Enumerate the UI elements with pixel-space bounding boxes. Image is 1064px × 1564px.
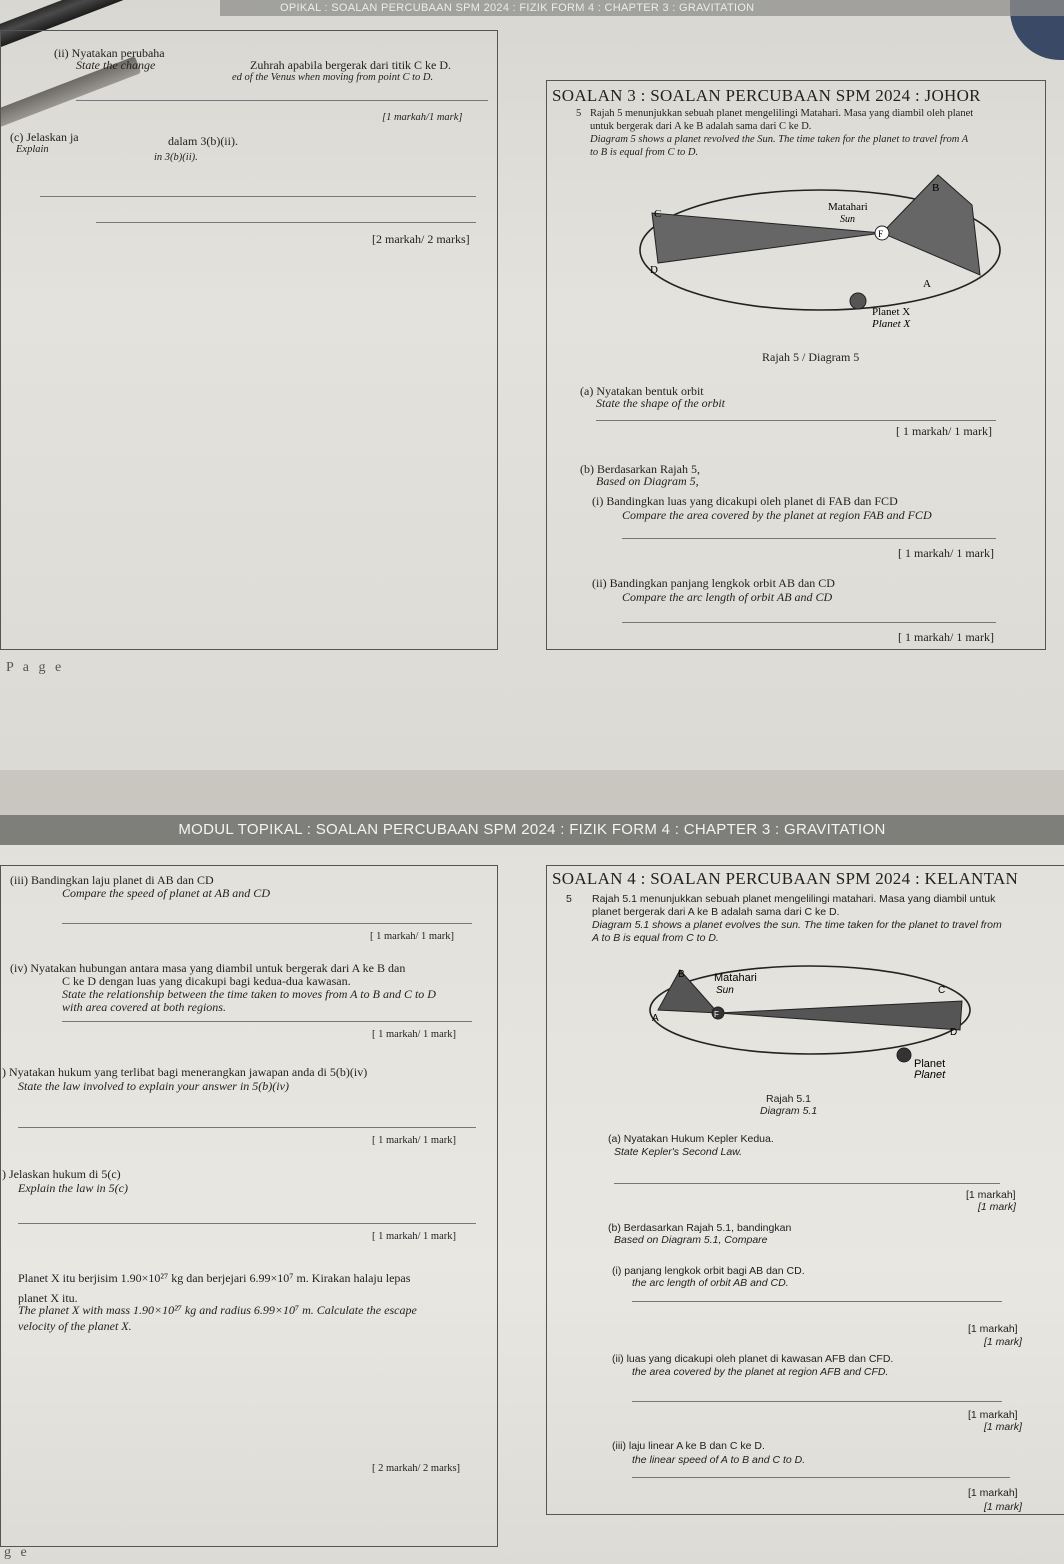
soalan4-qa-marks-english: [1 mark] (978, 1201, 1016, 1213)
soalan4-intro-english-1: Diagram 5.1 shows a planet evolves the sun. The time taken for the planet to travel from (592, 919, 1002, 931)
top-page (0, 0, 1064, 770)
planet-x-circle (850, 293, 866, 309)
label-c: C (938, 985, 946, 996)
q-c-marks: [2 markah/ 2 marks] (372, 232, 470, 246)
answer-line (76, 100, 488, 101)
orbit-diagram-5-1 (640, 955, 980, 1105)
soalan4-qbiii-marks-malay: [1 markah] (968, 1487, 1018, 1499)
label-f: F (878, 229, 884, 239)
label-a: A (923, 278, 931, 290)
soalan3-header: SOALAN 3 : SOALAN PERCUBAAN SPM 2024 : JOHOR (552, 86, 981, 105)
soalan3-caption: Rajah 5 / Diagram 5 (762, 350, 860, 364)
soalan3-qa-english: State the shape of the orbit (596, 396, 725, 410)
soalan3-qa-malay: (a) Nyatakan bentuk orbit (580, 384, 704, 398)
q-ii-english-end: ed of the Venus when moving from point C to D. (232, 72, 434, 83)
soalan3-qb-english: Based on Diagram 5, (596, 474, 699, 488)
label-sun-english: Sun (716, 985, 734, 996)
explain-malay: ) Jelaskan hukum di 5(c) (2, 1167, 121, 1181)
label-b: B (932, 182, 940, 194)
soalan4-q-number: 5 (566, 893, 572, 905)
iv-marks: [ 1 markah/ 1 mark] (372, 1029, 456, 1040)
region-fab-shaded (882, 175, 980, 275)
label-planet-malay: Planet (914, 1058, 946, 1070)
label-f: F (714, 1010, 719, 1019)
answer-line (632, 1301, 1002, 1302)
planet-circle (897, 1048, 911, 1062)
answer-line (62, 1021, 472, 1022)
escape-marks: [ 2 markah/ 2 marks] (372, 1463, 461, 1474)
answer-line (40, 196, 476, 197)
header-banner-middle: MODUL TOPIKAL : SOALAN PERCUBAAN SPM 2024 : FIZIK FORM 4 : CHAPTER 3 : GRAVITATION (0, 815, 1064, 845)
iv-english-1: State the relationship between the time taken to moves from A to B and C to D (62, 987, 436, 1001)
escape-malay-1: Planet X itu berjisim 1.90×10²⁷ kg dan berjejari 6.99×10⁷ m. Kirakan halaju lepas (18, 1271, 411, 1285)
iii-malay: (iii) Bandingkan laju planet di AB dan CD (10, 873, 214, 887)
explain-marks: [ 1 markah/ 1 mark] (372, 1231, 456, 1242)
soalan4-qbi-marks-english: [1 mark] (984, 1336, 1022, 1348)
escape-malay-2: planet X itu. (18, 1291, 78, 1305)
answer-line (596, 420, 996, 421)
soalan4-qb-malay: (b) Berdasarkan Rajah 5.1, bandingkan (608, 1222, 792, 1234)
q-ii-malay-end: Zuhrah apabila bergerak dari titik C ke D. (250, 58, 452, 72)
escape-english-1: The planet X with mass 1.90×10²⁷ kg and radius 6.99×10⁷ m. Calculate the escape (18, 1303, 417, 1317)
label-d: D (950, 1027, 958, 1038)
header-banner-top: OPIKAL : SOALAN PERCUBAAN SPM 2024 : FIZIK FORM 4 : CHAPTER 3 : GRAVITATION (220, 0, 1064, 16)
answer-line (632, 1477, 1010, 1478)
soalan3-intro-malay-2: untuk bergerak dari A ke B adalah sama dari C ke D. (590, 121, 812, 132)
soalan3-qbii-malay: (ii) Bandingkan panjang lengkok orbit AB dan CD (592, 576, 835, 590)
label-planet-english: Planet (914, 1069, 946, 1081)
soalan4-qbi-marks-malay: [1 markah] (968, 1323, 1018, 1335)
soalan4-qbiii-marks-english: [1 mark] (984, 1501, 1022, 1513)
answer-line (62, 923, 472, 924)
soalan4-qbiii-english: the linear speed of A to B and C to D. (632, 1454, 806, 1466)
q-ii-marks: [1 markah/1 mark] (382, 112, 463, 123)
soalan4-intro-english-2: A to B is equal from C to D. (592, 932, 719, 944)
soalan4-qa-marks-malay: [1 markah] (966, 1189, 1016, 1201)
soalan4-qbii-malay: (ii) luas yang dicakupi oleh planet di kawasan AFB dan CFD. (612, 1353, 894, 1365)
soalan4-qbi-malay: (i) panjang lengkok orbit bagi AB dan CD. (612, 1265, 805, 1277)
soalan3-qbii-marks: [ 1 markah/ 1 mark] (898, 630, 994, 644)
soalan4-caption-malay: Rajah 5.1 (766, 1093, 811, 1105)
soalan4-qbii-marks-english: [1 mark] (984, 1421, 1022, 1433)
law-english: State the law involved to explain your answer in 5(b)(iv) (18, 1079, 289, 1093)
escape-english-2: velocity of the planet X. (18, 1319, 132, 1333)
region-cfd-shaded (718, 1001, 962, 1030)
soalan3-q-number: 5 (576, 108, 582, 119)
orbit-diagram-5 (620, 165, 1040, 345)
answer-line (632, 1401, 1002, 1402)
explain-english: Explain the law in 5(c) (18, 1181, 128, 1195)
soalan3-intro-malay-1: Rajah 5 menunjukkan sebuah planet mengelilingi Matahari. Masa yang diambil oleh planet (590, 108, 974, 119)
label-sun-english: Sun (840, 214, 855, 225)
label-d: D (650, 264, 658, 276)
soalan4-qa-malay: (a) Nyatakan Hukum Kepler Kedua. (608, 1133, 774, 1145)
label-a: A (652, 1013, 659, 1024)
answer-line (614, 1183, 1000, 1184)
soalan4-qa-english: State Kepler's Second Law. (614, 1146, 743, 1158)
q-ii-malay: (ii) Nyatakan perubaha (54, 46, 165, 60)
soalan3-qbii-english: Compare the arc length of orbit AB and CD (622, 590, 833, 604)
label-sun-malay: Matahari (828, 201, 868, 213)
soalan3-qa-marks: [ 1 markah/ 1 mark] (896, 424, 992, 438)
soalan4-intro-malay-1: Rajah 5.1 menunjukkan sebuah planet mengelilingi matahari. Masa yang diambil untuk (592, 893, 996, 905)
answer-line (96, 222, 476, 223)
soalan3-intro-english-2: to B is equal from C to D. (590, 147, 699, 158)
q-c-english: Explain (16, 144, 49, 155)
law-marks: [ 1 markah/ 1 mark] (372, 1135, 456, 1146)
bottom-page (0, 815, 1064, 1564)
soalan3-qbi-marks: [ 1 markah/ 1 mark] (898, 546, 994, 560)
page-footer-word: g e (4, 1545, 30, 1560)
soalan4-qb-english: Based on Diagram 5.1, Compare (614, 1234, 768, 1246)
soalan4-intro-malay-2: planet bergerak dari A ke B adalah sama dari C ke D. (592, 906, 840, 918)
iii-marks: [ 1 markah/ 1 mark] (370, 931, 454, 942)
answer-line (622, 538, 996, 539)
soalan4-qbiii-malay: (iii) laju linear A ke B dan C ke D. (612, 1440, 765, 1452)
soalan3-qbi-malay: (i) Bandingkan luas yang dicakupi oleh planet di FAB dan FCD (592, 494, 898, 508)
q-c-malay-end: dalam 3(b)(ii). (168, 134, 238, 148)
answer-line (18, 1127, 476, 1128)
soalan3-qb-malay: (b) Berdasarkan Rajah 5, (580, 462, 700, 476)
iv-malay-1: (iv) Nyatakan hubungan antara masa yang diambil untuk bergerak dari A ke B dan (10, 961, 406, 975)
label-b: B (678, 969, 685, 980)
iv-malay-2: C ke D dengan luas yang dicakupi bagi kedua-dua kawasan. (62, 974, 351, 988)
soalan4-caption-english: Diagram 5.1 (760, 1105, 818, 1117)
page-footer-word: P a g e (6, 660, 65, 675)
label-planet-english: Planet X (872, 318, 911, 330)
q-c-english-end: in 3(b)(ii). (154, 152, 198, 163)
answer-line (622, 622, 996, 623)
q-c-malay: (c) Jelaskan ja (10, 130, 79, 144)
answer-line (18, 1223, 476, 1224)
q-ii-english: State the change (76, 58, 156, 72)
iv-english-2: with area covered at both regions. (62, 1000, 226, 1014)
soalan4-qbii-marks-malay: [1 markah] (968, 1409, 1018, 1421)
soalan3-intro-english-1: Diagram 5 shows a planet revolved the Sun. The time taken for the planet to travel from A (590, 134, 969, 145)
soalan4-qbi-english: the arc length of orbit AB and CD. (632, 1277, 789, 1289)
label-sun-malay: Matahari (714, 972, 757, 984)
law-malay: ) Nyatakan hukum yang terlibat bagi menerangkan jawapan anda di 5(b)(iv) (2, 1065, 368, 1079)
label-c: C (654, 208, 662, 220)
label-planet-malay: Planet X (872, 306, 911, 318)
soalan4-qbii-english: the area covered by the planet at region AFB and CFD. (632, 1366, 889, 1378)
iii-english: Compare the speed of planet at AB and CD (62, 886, 270, 900)
soalan4-header: SOALAN 4 : SOALAN PERCUBAAN SPM 2024 : KELANTAN (552, 869, 1019, 888)
soalan3-qbi-english: Compare the area covered by the planet at region FAB and FCD (622, 508, 932, 522)
